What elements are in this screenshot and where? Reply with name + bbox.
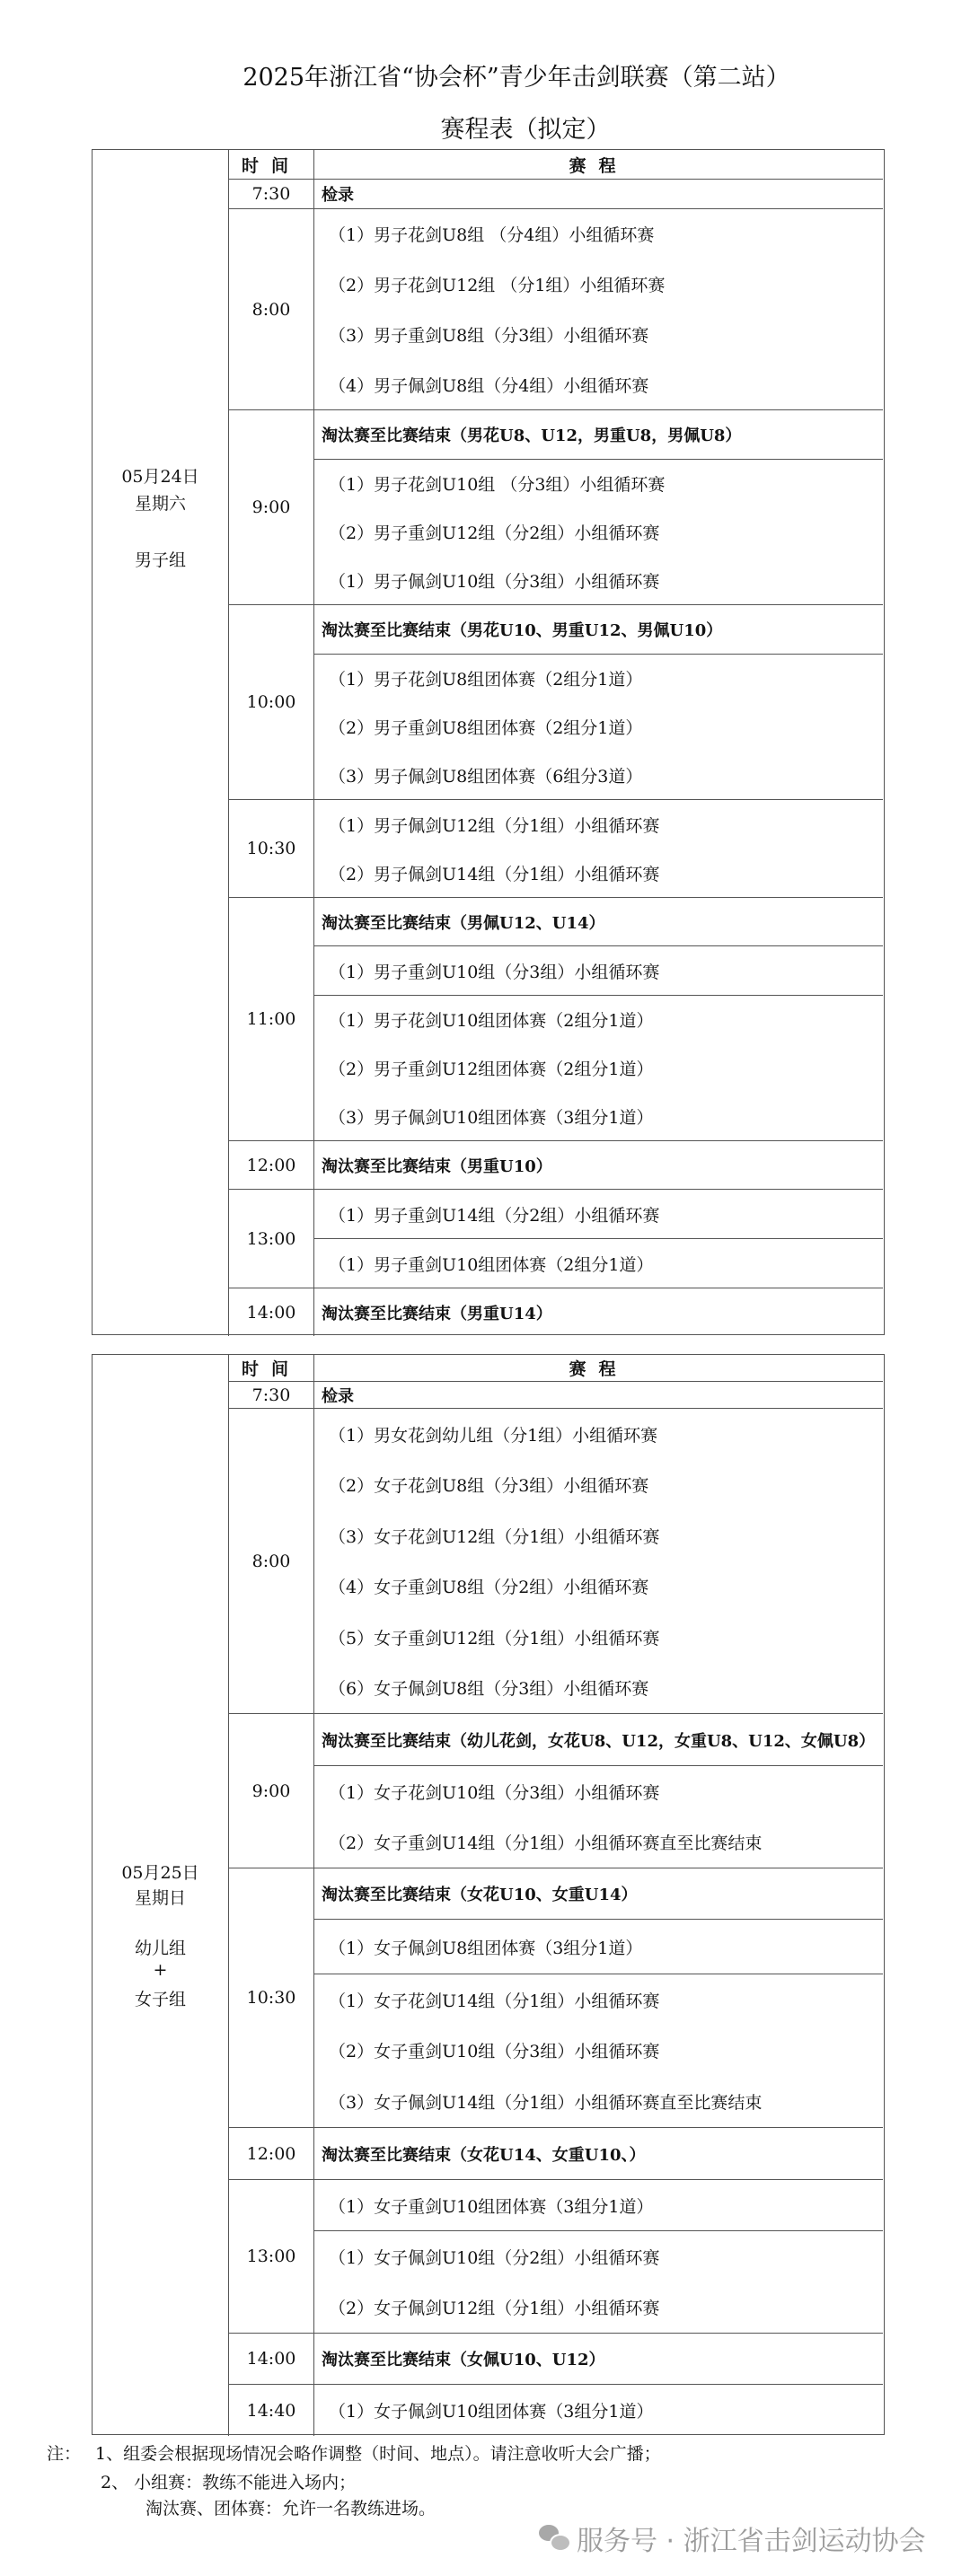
event-cell bbox=[313, 799, 883, 897]
header-time: 时间 bbox=[228, 1355, 313, 1381]
elimination-row bbox=[313, 1713, 883, 1765]
time-slot: 13:00 bbox=[228, 2179, 313, 2333]
event-cell bbox=[313, 459, 883, 604]
event-item: （1）男子佩剑U12组（分1组）小组循环赛 bbox=[329, 815, 660, 836]
date-line: 女子组 bbox=[134, 1990, 186, 2009]
schedule-table-day-1 bbox=[92, 149, 885, 1335]
wechat-icon bbox=[539, 2525, 569, 2552]
event-cell bbox=[313, 1765, 883, 1868]
event-item: （4）男子佩剑U8组（分4组）小组循环赛 bbox=[329, 375, 649, 396]
time-slot: 12:00 bbox=[228, 1140, 313, 1189]
event-item: 淘汰赛至比赛结束（男花U10、男重U12、男佩U10） bbox=[322, 621, 723, 640]
date-line: + bbox=[153, 1960, 168, 1980]
note-2: 2、 小组赛：教练不能进入场内； bbox=[101, 2473, 357, 2492]
time-slot: 9:00 bbox=[228, 1713, 313, 1868]
notes-label: 注： bbox=[47, 2444, 82, 2464]
time-slot: 7:30 bbox=[228, 179, 313, 208]
event-item: （1）男子重剑U10组（分3组）小组循环赛 bbox=[329, 962, 660, 982]
time-slot: 14:00 bbox=[228, 2333, 313, 2384]
elimination-row bbox=[313, 604, 883, 654]
event-item: 淘汰赛至比赛结束（幼儿花剑，女花U8、U12，女重U8、U12、女佩U8） bbox=[322, 1731, 876, 1751]
event-item: （2）男子重剑U12组（分2组）小组循环赛 bbox=[329, 523, 660, 543]
event-item: 淘汰赛至比赛结束（男重U14） bbox=[322, 1304, 552, 1323]
event-item: （1）男子重剑U14组（分2组）小组循环赛 bbox=[329, 1205, 660, 1226]
event-item: 淘汰赛至比赛结束（女佩U10、U12） bbox=[322, 2351, 605, 2369]
header-schedule: 赛程 bbox=[313, 1355, 883, 1381]
event-cell bbox=[313, 1974, 883, 2127]
time-slot: 8:00 bbox=[228, 1408, 313, 1713]
date-line: 05月25日 bbox=[121, 1863, 199, 1883]
watermark-text: 服务号 · 浙江省击剑运动协会 bbox=[577, 2526, 926, 2557]
event-item: （1）女子花剑U14组（分1组）小组循环赛 bbox=[329, 1991, 660, 2011]
time-slot: 7:30 bbox=[228, 1381, 313, 1408]
event-item: （3）男子重剑U8组（分3组）小组循环赛 bbox=[329, 325, 649, 346]
event-item: （1）男子重剑U10组团体赛（2组分1道） bbox=[329, 1254, 654, 1275]
event-item: （2）男子重剑U8组团体赛（2组分1道） bbox=[329, 717, 643, 738]
event-cell bbox=[313, 1919, 883, 1974]
time-slot: 10:00 bbox=[228, 604, 313, 799]
header-schedule: 赛程 bbox=[313, 150, 883, 179]
event-item: 淘汰赛至比赛结束（男重U10） bbox=[322, 1156, 552, 1176]
event-item: （1）男子佩剑U10组（分3组）小组循环赛 bbox=[329, 571, 660, 592]
event-cell bbox=[313, 2384, 883, 2436]
elimination-row bbox=[313, 1381, 883, 1408]
page-title: 2025年浙江省“协会杯”青少年击剑联赛（第二站） bbox=[242, 64, 790, 92]
elimination-row bbox=[313, 409, 883, 459]
event-item: （2）男子花剑U12组 （分1组）小组循环赛 bbox=[329, 276, 666, 296]
event-cell bbox=[313, 2230, 883, 2333]
event-item: 检录 bbox=[322, 1386, 354, 1406]
date-line: 男子组 bbox=[134, 550, 186, 570]
header-time: 时间 bbox=[228, 150, 313, 179]
event-item: （1）男子花剑U10组 （分3组）小组循环赛 bbox=[329, 475, 666, 496]
event-cell bbox=[313, 208, 883, 409]
event-cell bbox=[313, 995, 883, 1140]
event-item: （1）男女花剑幼儿组（分1组）小组循环赛 bbox=[329, 1425, 658, 1446]
event-item: （1）女子重剑U10组团体赛（3组分1道） bbox=[329, 2196, 654, 2217]
event-item: （1）女子佩剑U10组团体赛（3组分1道） bbox=[329, 2402, 654, 2422]
event-item: （2）男子佩剑U14组（分1组）小组循环赛 bbox=[329, 864, 660, 884]
event-item: （3）男子佩剑U10组团体赛（3组分1道） bbox=[329, 1107, 654, 1128]
event-item: （2）女子佩剑U12组（分1组）小组循环赛 bbox=[329, 2299, 660, 2319]
time-slot: 10:30 bbox=[228, 1868, 313, 2127]
event-item: 检录 bbox=[322, 186, 354, 205]
event-item: 淘汰赛至比赛结束（女花U14、女重U10、） bbox=[322, 2145, 646, 2165]
schedule-table-day-2 bbox=[92, 1354, 885, 2435]
event-item: 淘汰赛至比赛结束（男佩U12、U14） bbox=[322, 913, 605, 933]
event-cell bbox=[313, 1189, 883, 1238]
date-line: 星期日 bbox=[134, 1888, 186, 1908]
time-slot: 14:00 bbox=[228, 1288, 313, 1336]
elimination-row bbox=[313, 1288, 883, 1336]
page-subtitle: 赛程表（拟定） bbox=[440, 116, 611, 144]
date-line: 星期六 bbox=[134, 494, 186, 514]
event-item: （3）女子花剑U12组（分1组）小组循环赛 bbox=[329, 1526, 660, 1547]
time-slot: 11:00 bbox=[228, 897, 313, 1140]
event-item: （2）男子重剑U12组团体赛（2组分1道） bbox=[329, 1059, 654, 1079]
event-cell bbox=[313, 654, 883, 799]
date-column bbox=[93, 150, 228, 1334]
time-slot: 8:00 bbox=[228, 208, 313, 409]
event-item: （1）女子花剑U10组（分3组）小组循环赛 bbox=[329, 1782, 660, 1803]
time-slot: 9:00 bbox=[228, 409, 313, 604]
time-slot: 10:30 bbox=[228, 799, 313, 897]
elimination-row bbox=[313, 2127, 883, 2179]
event-item: 淘汰赛至比赛结束（女花U10、女重U14） bbox=[322, 1886, 638, 1904]
event-item: （1）女子佩剑U8组团体赛（3组分1道） bbox=[329, 1938, 643, 1958]
time-slot: 12:00 bbox=[228, 2127, 313, 2179]
date-column bbox=[93, 1355, 228, 2434]
time-slot: 14:40 bbox=[228, 2384, 313, 2436]
event-item: （3）男子佩剑U8组团体赛（6组分3道） bbox=[329, 766, 643, 787]
event-item: （6）女子佩剑U8组（分3组）小组循环赛 bbox=[329, 1679, 649, 1700]
event-item: （2）女子重剑U10组（分3组）小组循环赛 bbox=[329, 2042, 660, 2062]
elimination-row bbox=[313, 2333, 883, 2384]
note-1: 1、组委会根据现场情况会略作调整（时间、地点）。请注意收听大会广播； bbox=[95, 2444, 661, 2464]
date-line: 05月24日 bbox=[121, 467, 199, 487]
event-item: （2）女子重剑U14组（分1组）小组循环赛直至比赛结束 bbox=[329, 1833, 763, 1854]
date-line: 幼儿组 bbox=[134, 1939, 186, 1958]
elimination-row bbox=[313, 179, 883, 208]
elimination-row bbox=[313, 897, 883, 945]
event-item: （5）女子重剑U12组（分1组）小组循环赛 bbox=[329, 1628, 660, 1648]
event-cell bbox=[313, 1408, 883, 1713]
event-item: （2）女子花剑U8组（分3组）小组循环赛 bbox=[329, 1476, 649, 1497]
event-item: （1）男子花剑U8组 （分4组）小组循环赛 bbox=[329, 225, 655, 246]
elimination-row bbox=[313, 1140, 883, 1189]
note-3: 淘汰赛、团体赛：允许一名教练进场。 bbox=[146, 2499, 436, 2519]
watermark bbox=[539, 2519, 926, 2558]
event-item: （1）男子花剑U8组团体赛（2组分1道） bbox=[329, 670, 643, 690]
event-cell bbox=[313, 2179, 883, 2230]
event-item: 淘汰赛至比赛结束（男花U8、U12，男重U8，男佩U8） bbox=[322, 426, 742, 445]
event-item: （4）女子重剑U8组（分2组）小组循环赛 bbox=[329, 1578, 649, 1598]
event-item: （1）男子花剑U10组团体赛（2组分1道） bbox=[329, 1011, 654, 1032]
event-cell bbox=[313, 945, 883, 995]
event-item: （1）女子佩剑U10组（分2组）小组循环赛 bbox=[329, 2247, 660, 2268]
elimination-row bbox=[313, 1868, 883, 1919]
event-cell bbox=[313, 1238, 883, 1288]
time-slot: 13:00 bbox=[228, 1189, 313, 1288]
event-item: （3）女子佩剑U14组（分1组）小组循环赛直至比赛结束 bbox=[329, 2093, 763, 2114]
